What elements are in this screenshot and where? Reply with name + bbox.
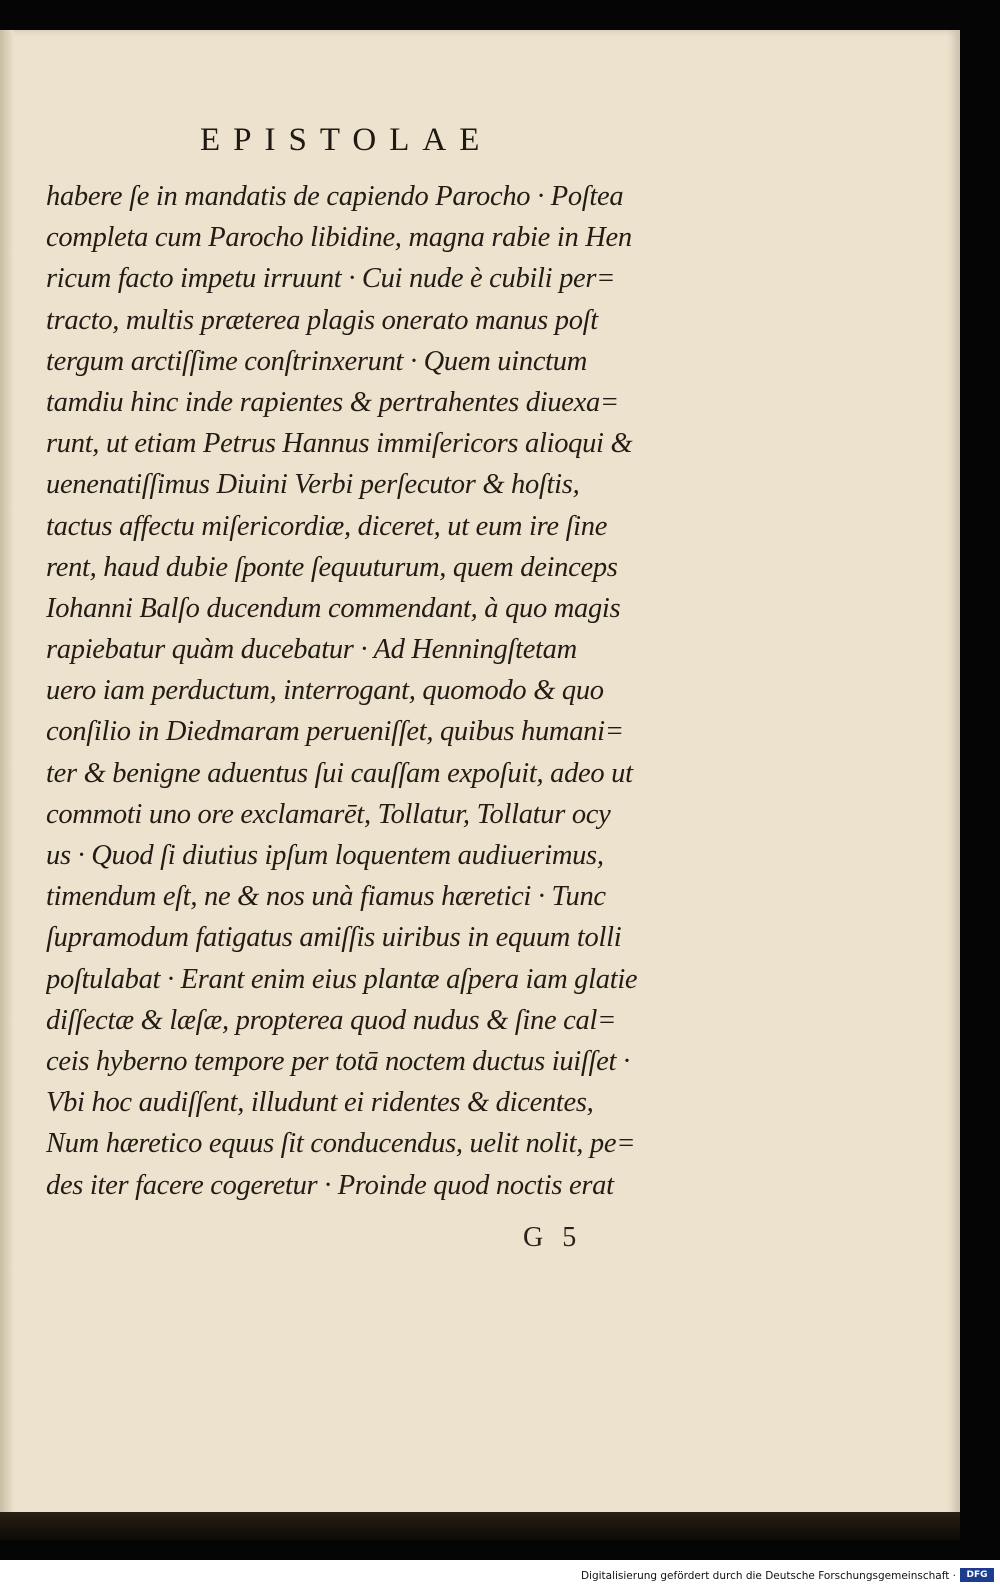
text-line: rapiebatur quàm ducebatur · Ad Henningſtetam [46, 634, 577, 666]
text-line: commoti uno ore exclamarēt, Tollatur, Tollatur ocy [46, 798, 611, 830]
text-line: ter & benigne aduentus ſui cauſſam expoſuit, adeo ut [46, 757, 633, 789]
text-line: tergum arctiſſime conſtrinxerunt · Quem uinctum [46, 345, 588, 377]
text-line: ceis hyberno tempore per totā noctem ductus iuiſſet · [46, 1045, 630, 1077]
dfg-logo: DFG [960, 1568, 994, 1582]
text-line: us · Quod ſi diutius ipſum loquentem audiuerimus, [46, 840, 604, 871]
page-bottom-edge [0, 1512, 960, 1540]
footer-bar [0, 1560, 1000, 1592]
running-head: EPISTOLAE [200, 122, 493, 158]
text-line: uenenatiſſimus Diuini Verbi perſecutor & hoſtis, [46, 469, 580, 501]
text-line: timendum eſt, ne & nos unà fiamus hæretici · Tunc [46, 881, 606, 913]
text-line: ricum facto impetu irruunt · Cui nude è cubili per= [46, 263, 616, 295]
text-line: rent, haud dubie ſponte ſequuturum, quem deinceps [46, 551, 618, 583]
text-line: habere ſe in mandatis de capiendo Parocho · Poſtea [46, 181, 624, 212]
page-gutter [0, 30, 14, 1540]
text-line: poſtulabat · Erant enim eius plantæ aſpera iam glatie [46, 963, 638, 995]
text-line: tactus affectu miſericordiæ, diceret, ut eum ire ſine [46, 510, 608, 542]
text-line: completa cum Parocho libidine, magna rabie in Hen [46, 222, 632, 254]
text-line: conſilio in Diedmaram perueniſſet, quibus humani= [46, 716, 624, 748]
body-text [46, 176, 686, 1206]
text-line: Num hæretico equus ſit conducendus, uelit nolit, pe= [46, 1128, 636, 1160]
text-line: diſſectæ & læſæ, propterea quod nudus & ſine cal= [46, 1004, 617, 1036]
text-line: Iohanni Balſo ducendum commendant, à quo magis [46, 592, 621, 624]
text-line: ſupramodum fatigatus amiſſis uiribus in equum tolli [46, 922, 622, 954]
funding-credit: Digitalisierung gefördert durch die Deutsche Forschungsgemeinschaft · [580, 1570, 956, 1582]
text-line: Vbi hoc audiſſent, illudunt ei ridentes & dicentes, [46, 1087, 594, 1119]
text-line: uero iam perductum, interrogant, quomodo & quo [46, 675, 604, 707]
text-line: des iter facere cogeretur · Proinde quod noctis erat [46, 1169, 614, 1201]
text-line: runt, ut etiam Petrus Hannus immiſericors alioqui & [46, 428, 633, 460]
text-line: tracto, multis præterea plagis onerato manus poſt [46, 304, 598, 336]
signature-mark: G 5 [523, 1222, 583, 1253]
text-line: tamdiu hinc inde rapientes & pertrahentes diuexa= [46, 386, 619, 418]
